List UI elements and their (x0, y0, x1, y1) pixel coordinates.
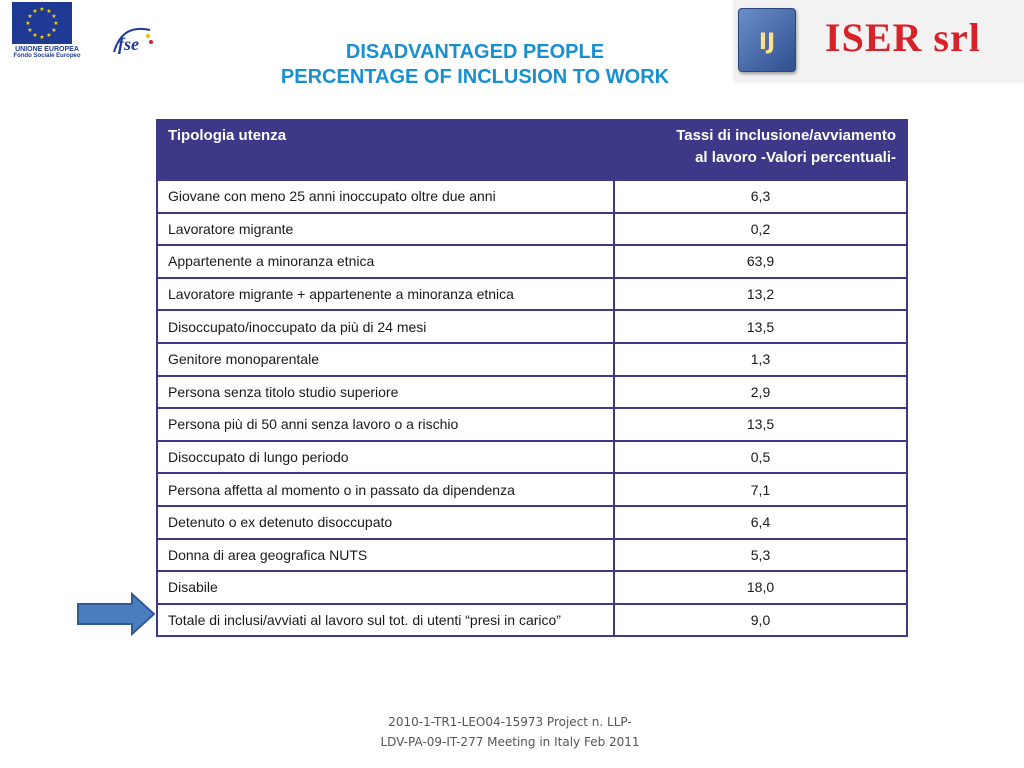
inclusion-table (156, 119, 906, 661)
row-label: Persona affetta al momento o in passato da dipendenza (157, 473, 614, 506)
eu-flag-icon (12, 2, 72, 44)
row-value: 0,5 (614, 441, 907, 474)
row-value: 9,0 (614, 604, 907, 637)
table-row (157, 571, 907, 604)
svg-text:★: ★ (51, 13, 57, 20)
table-row (157, 473, 907, 506)
table-row (157, 441, 907, 474)
table-row (157, 213, 907, 246)
table-row (157, 376, 907, 409)
svg-text:★: ★ (27, 13, 33, 20)
row-value: 1,3 (614, 343, 907, 376)
row-label: Disoccupato/inoccupato da più di 24 mesi (157, 310, 614, 343)
table-row (157, 310, 907, 343)
iser-icon-glyph: IJ (758, 30, 776, 55)
fse-logo-text: fse (118, 34, 139, 54)
row-label: Detenuto o ex detenuto disoccupato (157, 506, 614, 539)
title-line2: PERCENTAGE OF INCLUSION TO WORK (280, 66, 670, 88)
fse-logo (110, 22, 156, 58)
table-row (157, 343, 907, 376)
eu-caption (7, 46, 87, 59)
table-row (157, 180, 907, 213)
highlight-arrow-icon (76, 592, 156, 636)
row-value: 2,9 (614, 376, 907, 409)
eu-caption-line2: Fondo Sociale Europeo (13, 53, 81, 59)
svg-text:★: ★ (39, 34, 45, 41)
row-value: 0,2 (614, 213, 907, 246)
row-label: Persona più di 50 anni senza lavoro o a rischio (157, 408, 614, 441)
footer-note (310, 712, 710, 752)
iser-logo-text: ISER srl (825, 15, 981, 60)
page-title (160, 40, 790, 90)
row-label: Genitore monoparentale (157, 343, 614, 376)
svg-text:★: ★ (46, 8, 52, 15)
svg-text:★: ★ (46, 32, 52, 39)
header-tipologia: Tipologia utenza (157, 120, 614, 180)
svg-text:★: ★ (32, 8, 38, 15)
title-line1: DISADVANTAGED PEOPLE (345, 41, 605, 63)
table-row (157, 278, 907, 311)
row-label: Disabile (157, 571, 614, 604)
row-value: 63,9 (614, 245, 907, 278)
table-row (157, 539, 907, 572)
iser-app-icon (738, 8, 796, 72)
svg-text:★: ★ (53, 20, 59, 27)
eu-logo (7, 2, 79, 62)
row-value: 5,3 (614, 539, 907, 572)
svg-text:★: ★ (32, 32, 38, 39)
header-tassi-line2: al lavoro -Valori percentuali- (695, 149, 896, 166)
table-row (157, 506, 907, 539)
svg-text:★: ★ (39, 6, 45, 13)
row-value: 7,1 (614, 473, 907, 506)
row-value: 13,5 (614, 408, 907, 441)
eu-caption-line1: UNIONE EUROPEA (15, 46, 79, 53)
row-label: Persona senza titolo studio superiore (157, 376, 614, 409)
row-value: 13,2 (614, 278, 907, 311)
row-label: Donna di area geografica NUTS (157, 539, 614, 572)
row-value: 6,4 (614, 506, 907, 539)
row-label: Giovane con meno 25 anni inoccupato oltre due anni (157, 180, 614, 213)
table-row (157, 408, 907, 441)
footer-line1: 2010-1-TR1-LEO04-15973 Project n. LLP- (388, 715, 632, 729)
row-value: 13,5 (614, 310, 907, 343)
row-value: 18,0 (614, 571, 907, 604)
header-tassi-line1: Tassi di inclusione/avviamento (676, 127, 896, 144)
row-label: Appartenente a minoranza etnica (157, 245, 614, 278)
svg-text:★: ★ (51, 27, 57, 34)
svg-text:★: ★ (27, 27, 33, 34)
row-label: Lavoratore migrante (157, 213, 614, 246)
row-label: Disoccupato di lungo periodo (157, 441, 614, 474)
footer-line2: LDV-PA-09-IT-277 Meeting in Italy Feb 2011 (380, 735, 640, 749)
table-row (157, 604, 907, 637)
row-label: Lavoratore migrante + appartenente a minoranza etnica (157, 278, 614, 311)
table-row (157, 245, 907, 278)
table-header-row (157, 120, 907, 180)
header-tassi (614, 120, 907, 180)
row-value: 6,3 (614, 180, 907, 213)
row-label: Totale di inclusi/avviati al lavoro sul tot. di utenti “presi in carico” (157, 604, 614, 637)
svg-text:★: ★ (25, 20, 31, 27)
